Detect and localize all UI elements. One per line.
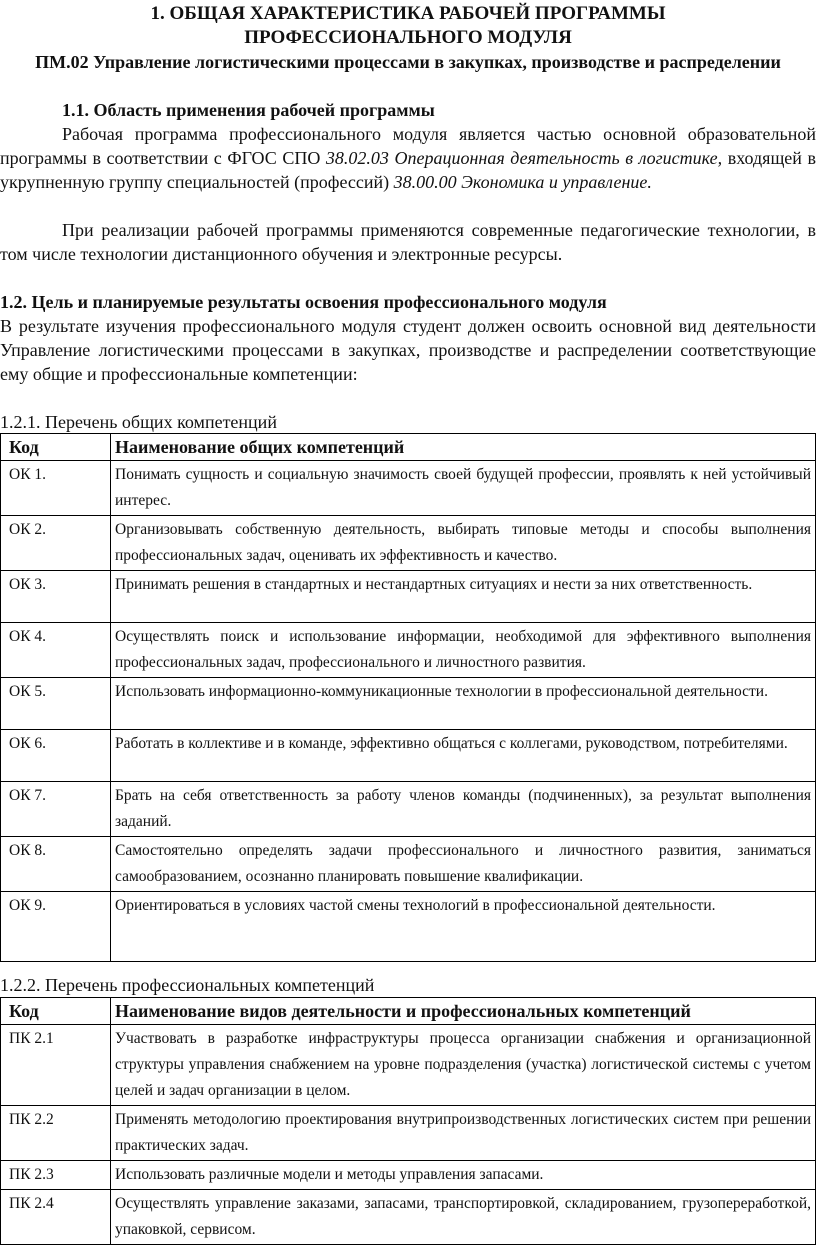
- competency-text: Принимать решения в стандартных и нестандартных ситуациях и нести за них ответственность.: [111, 571, 816, 623]
- column-header-code: Код: [1, 434, 111, 461]
- table-row: [1, 678, 816, 730]
- competency-text: Использовать информационно-коммуникационные технологии в профессиональной деятельности.: [111, 678, 816, 730]
- paragraph-1-start: Рабочая программа профессионального модуля является частью основной образовательной программы в соответствии с ФГОС СПО: [0, 124, 816, 168]
- column-header-code: Код: [1, 998, 111, 1025]
- competency-code: ОК 8.: [1, 837, 111, 892]
- section-1-1-heading: 1.1. Область применения рабочей программы: [62, 100, 435, 120]
- competency-code: ОК 1.: [1, 461, 111, 516]
- competency-code: ОК 4.: [1, 623, 111, 678]
- specialty-group: 38.00.00 Экономика и управление.: [393, 172, 652, 192]
- professional-competencies-caption: 1.2.2. Перечень профессиональных компетенций: [0, 975, 375, 995]
- competency-text: Применять методологию проектирования внутрипроизводственных логистических систем при решении практических задач.: [111, 1106, 816, 1161]
- competency-text: Использовать различные модели и методы управления запасами.: [111, 1161, 816, 1190]
- table-row: [1, 461, 816, 516]
- competency-text: Брать на себя ответственность за работу членов команды (подчиненных), за результат выполнения заданий.: [111, 782, 816, 837]
- competency-code: ОК 5.: [1, 678, 111, 730]
- specialty-code: 38.02.03 Операционная деятельность в логистике,: [325, 148, 723, 168]
- column-header-name: Наименование видов деятельности и профессиональных компетенций: [111, 998, 816, 1025]
- competency-text: Осуществлять поиск и использование информации, необходимой для эффективного выполнения профессиональных задач, профессионального и личностного развития.: [111, 623, 816, 678]
- table-row: [1, 837, 816, 892]
- table-row: [1, 1190, 816, 1245]
- section-1-2-heading: 1.2. Цель и планируемые результаты освоения профессионального модуля: [0, 292, 607, 312]
- module-title: ПМ.02 Управление логистическими процессами в закупках, производстве и распределении: [35, 52, 781, 72]
- competency-code: ПК 2.3: [1, 1161, 111, 1190]
- table-row: [1, 1161, 816, 1190]
- competency-code: ПК 2.2: [1, 1106, 111, 1161]
- competency-code: ПК 2.1: [1, 1025, 111, 1106]
- table-row: [1, 623, 816, 678]
- general-competencies-table: [0, 433, 816, 962]
- table-row: [1, 782, 816, 837]
- competency-code: ОК 7.: [1, 782, 111, 837]
- paragraph-1-mid: входящей в укрупненную группу специальностей (профессий): [0, 148, 816, 192]
- table-header-row: [1, 434, 816, 461]
- section-1-1-paragraph-1: [0, 122, 816, 194]
- table-row: [1, 1106, 816, 1161]
- competency-text: Самостоятельно определять задачи профессионального и личностного развития, заниматься самообразованием, осознанно планировать повышение квалификации.: [111, 837, 816, 892]
- competency-code: ПК 2.4: [1, 1190, 111, 1245]
- section-1-2-text: В результате изучения профессионального модуля студент должен освоить основной вид деятельности Управление логистическими процессами в закупках, производстве и распределении соответствующие ему общие и профессиональные компетенции:: [0, 316, 816, 384]
- competency-text: Организовывать собственную деятельность, выбирать типовые методы и способы выполнения профессиональных задач, оценивать их эффективность и качество.: [111, 516, 816, 571]
- table-row: [1, 1025, 816, 1106]
- competency-text: Ориентироваться в условиях частой смены технологий в профессиональной деятельности.: [111, 892, 816, 962]
- competency-text: Осуществлять управление заказами, запасами, транспортировкой, складированием, грузопереработкой, упаковкой, сервисом.: [111, 1190, 816, 1245]
- competency-text: Понимать сущность и социальную значимость своей будущей профессии, проявлять к ней устойчивый интерес.: [111, 461, 816, 516]
- competency-code: ОК 2.: [1, 516, 111, 571]
- competency-text: Работать в коллективе и в команде, эффективно общаться с коллегами, руководством, потребителями.: [111, 730, 816, 782]
- competency-code: ОК 3.: [1, 571, 111, 623]
- column-header-name: Наименование общих компетенций: [111, 434, 816, 461]
- table-row: [1, 730, 816, 782]
- professional-competencies-table: [0, 997, 816, 1245]
- competency-text: Участвовать в разработке инфраструктуры процесса организации снабжения и организационной структуры управления снабжением на уровне подразделения (участка) логистической системы с учетом целей и задач организации в целом.: [111, 1025, 816, 1106]
- general-competencies-caption: 1.2.1. Перечень общих компетенций: [0, 412, 277, 432]
- table-row: [1, 516, 816, 571]
- table-row: [1, 892, 816, 962]
- competency-code: ОК 9.: [1, 892, 111, 962]
- document-title: 1. ОБЩАЯ ХАРАКТЕРИСТИКА РАБОЧЕЙ ПРОГРАММЫ ПРОФЕССИОНАЛЬНОГО МОДУЛЯ: [150, 3, 666, 48]
- table-header-row: [1, 998, 816, 1025]
- table-row: [1, 571, 816, 623]
- competency-code: ОК 6.: [1, 730, 111, 782]
- section-1-1-paragraph-2: При реализации рабочей программы применяются современные педагогические технологии, в том числе технологии дистанционного обучения и электронные ресурсы.: [0, 220, 816, 264]
